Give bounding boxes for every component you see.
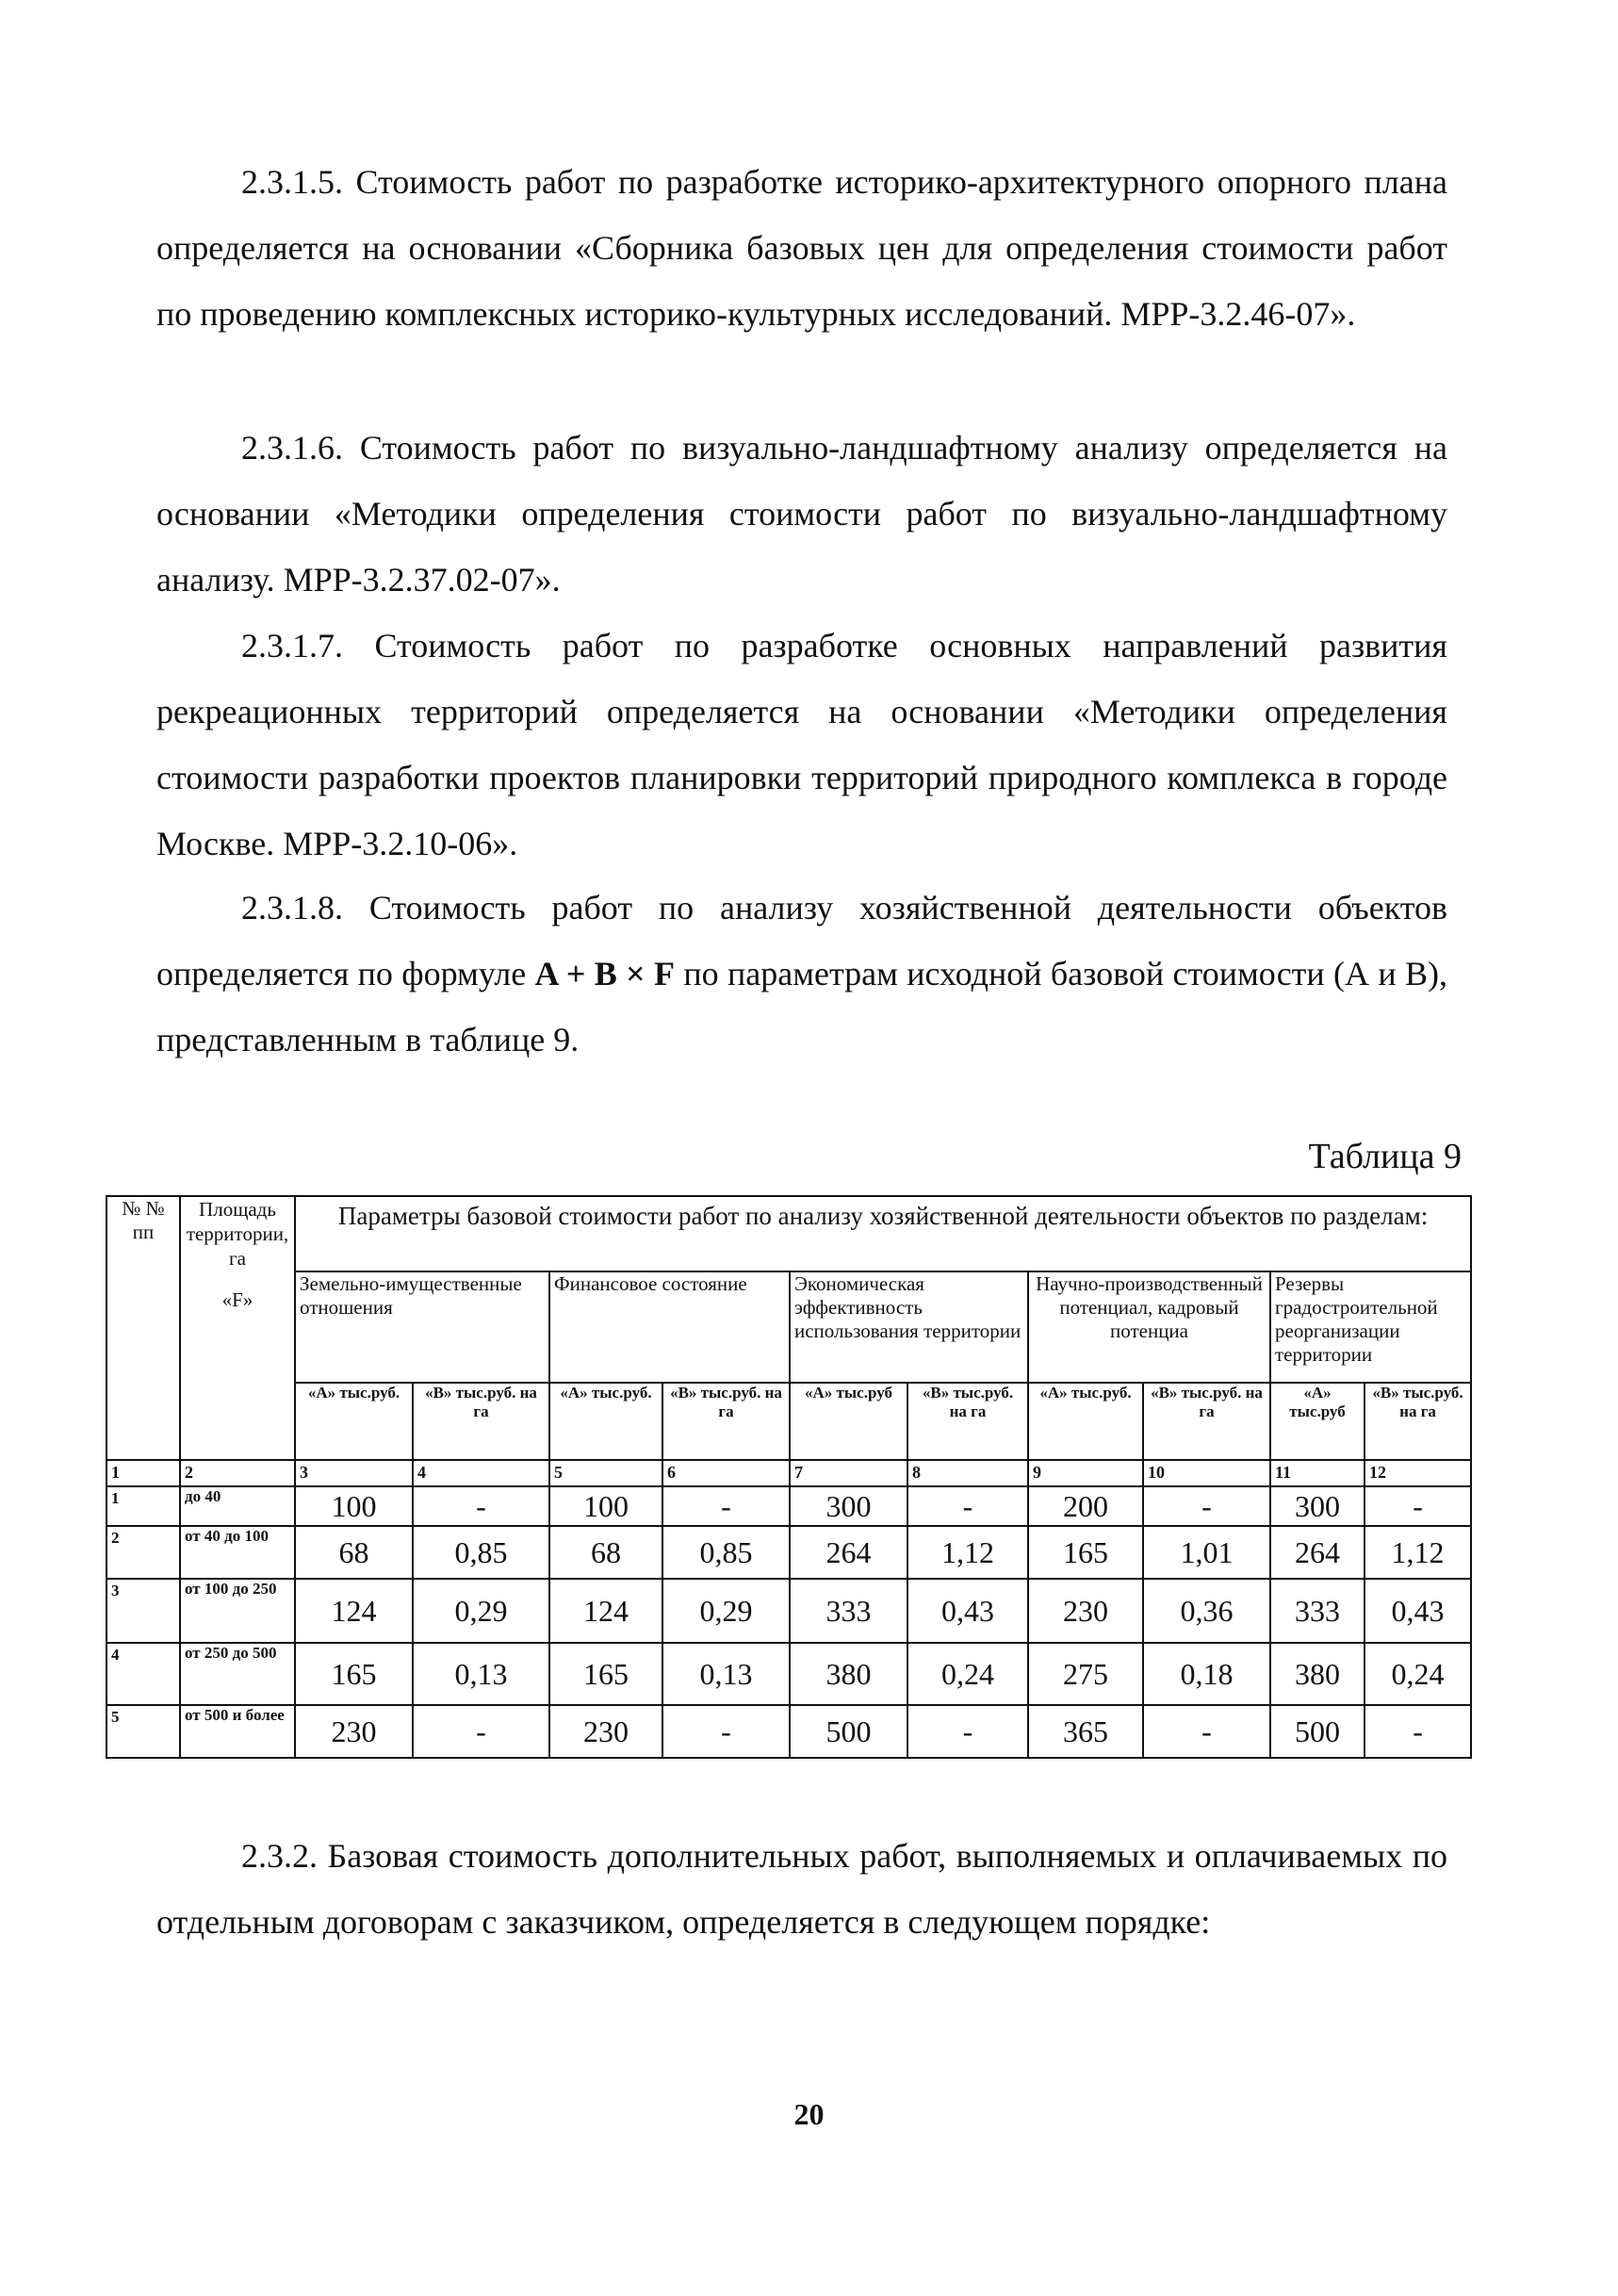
- value-cell: 230: [1028, 1579, 1143, 1643]
- formula: A + B × F: [534, 955, 676, 992]
- paragraph-2-3-1-6: 2.3.1.6. Стоимость работ по визуально-ландшафтному анализу определяется на основании «Методики определения стоимости работ по визуально-ландшафтному анализу. МРР-3.2.37.02-07».: [156, 429, 1447, 599]
- value-cell: 380: [1270, 1643, 1365, 1705]
- header-row-number: № № пп: [106, 1196, 180, 1460]
- value-cell: -: [413, 1486, 549, 1526]
- value-cell: -: [1143, 1705, 1270, 1758]
- value-cell: 1,12: [1365, 1526, 1471, 1579]
- paragraph-2-3-1-7: 2.3.1.7. Стоимость работ по разработке основных направлений развития рекреационных территорий определяется на основании «Методики определения стоимости разработки проектов планировки территорий природного комплекса в городе Москве. МРР-3.2.10-06».: [156, 627, 1447, 862]
- section-reserves: Резервы градостроительной реорганизации территории: [1270, 1271, 1471, 1383]
- column-number: 2: [180, 1460, 295, 1486]
- value-cell: 333: [790, 1579, 907, 1643]
- value-cell: 500: [790, 1705, 907, 1758]
- sub-b-3: «В» тыс.руб. на га: [907, 1383, 1028, 1460]
- paragraph-2-3-1-8: [156, 875, 1447, 1073]
- value-cell: 124: [295, 1579, 413, 1643]
- value-cell: 380: [790, 1643, 907, 1705]
- section-land: Земельно-имущественные отношения: [295, 1271, 549, 1383]
- row-number: 5: [106, 1705, 180, 1758]
- paragraph-2-3-1-5: 2.3.1.5. Стоимость работ по разработке историко-архитектурного опорного плана определяется на основании «Сборника базовых цен для определения стоимости работ по проведению комплексных историко-культурных исследований. МРР-3.2.46-07».: [156, 163, 1447, 333]
- table-row: [106, 1643, 1471, 1705]
- paragraph-2-3-2: 2.3.2. Базовая стоимость дополнительных работ, выполняемых и оплачиваемых по отдельным договорам с заказчиком, определяется в следующем порядке:: [156, 1837, 1447, 1941]
- table-row: [106, 1526, 1471, 1579]
- value-cell: -: [1143, 1486, 1270, 1526]
- table-row: [106, 1579, 1471, 1643]
- value-cell: 264: [1270, 1526, 1365, 1579]
- sub-a-2: «А» тыс.руб.: [549, 1383, 662, 1460]
- column-numbers-row: [106, 1460, 1471, 1486]
- value-cell: 300: [1270, 1486, 1365, 1526]
- row-number: 2: [106, 1526, 180, 1579]
- value-cell: 0,36: [1143, 1579, 1270, 1643]
- sub-a-4: «А» тыс.руб.: [1028, 1383, 1143, 1460]
- value-cell: 0,85: [662, 1526, 790, 1579]
- value-cell: 0,43: [907, 1579, 1028, 1643]
- table-row: [106, 1486, 1471, 1526]
- value-cell: -: [907, 1486, 1028, 1526]
- value-cell: 0,24: [907, 1643, 1028, 1705]
- column-number: 5: [549, 1460, 662, 1486]
- table-9: [106, 1195, 1472, 1759]
- sub-b-2: «В» тыс.руб. на га: [662, 1383, 790, 1460]
- section-scientific: Научно-производственный потенциал, кадровый потенциа: [1028, 1271, 1270, 1383]
- paragraph-2-3-1-8-text-start: 2.3.1.8. Стоимость работ по анализу хозяйственной деятельности объектов определяется по формуле: [156, 889, 1447, 992]
- value-cell: 0,29: [413, 1579, 549, 1643]
- column-number: 12: [1365, 1460, 1471, 1486]
- column-number: 10: [1143, 1460, 1270, 1486]
- value-cell: -: [907, 1705, 1028, 1758]
- value-cell: 0,18: [1143, 1643, 1270, 1705]
- value-cell: 1,12: [907, 1526, 1028, 1579]
- column-number: 6: [662, 1460, 790, 1486]
- row-area: от 500 и более: [180, 1705, 295, 1758]
- row-area: от 40 до 100: [180, 1526, 295, 1579]
- section-economic: Экономическая эффективность использования территории: [790, 1271, 1028, 1383]
- row-area: до 40: [180, 1486, 295, 1526]
- page-number: 20: [793, 2097, 825, 2131]
- value-cell: 275: [1028, 1643, 1143, 1705]
- value-cell: 200: [1028, 1486, 1143, 1526]
- value-cell: 124: [549, 1579, 662, 1643]
- value-cell: 0,43: [1365, 1579, 1471, 1643]
- table-caption: Таблица 9: [1308, 1137, 1462, 1176]
- sub-a-1: «А» тыс.руб.: [295, 1383, 413, 1460]
- value-cell: 165: [549, 1643, 662, 1705]
- value-cell: -: [1365, 1705, 1471, 1758]
- table-row: [106, 1705, 1471, 1758]
- row-number: 1: [106, 1486, 180, 1526]
- value-cell: 500: [1270, 1705, 1365, 1758]
- value-cell: 230: [549, 1705, 662, 1758]
- value-cell: -: [413, 1705, 549, 1758]
- column-number: 3: [295, 1460, 413, 1486]
- value-cell: 333: [1270, 1579, 1365, 1643]
- value-cell: 0,24: [1365, 1643, 1471, 1705]
- value-cell: 264: [790, 1526, 907, 1579]
- value-cell: 230: [295, 1705, 413, 1758]
- value-cell: 100: [295, 1486, 413, 1526]
- value-cell: -: [662, 1486, 790, 1526]
- section-finance: Финансовое состояние: [549, 1271, 790, 1383]
- sub-b-5: «В» тыс.руб. на га: [1365, 1383, 1471, 1460]
- sub-b-4: «В» тыс.руб. на га: [1143, 1383, 1270, 1460]
- header-parameters: Параметры базовой стоимости работ по анализу хозяйственной деятельности объектов по разделам:: [295, 1196, 1471, 1271]
- sub-b-1: «В» тыс.руб. на га: [413, 1383, 549, 1460]
- sub-a-5: «А» тыс.руб: [1270, 1383, 1365, 1460]
- row-area: от 250 до 500: [180, 1643, 295, 1705]
- value-cell: 300: [790, 1486, 907, 1526]
- value-cell: 1,01: [1143, 1526, 1270, 1579]
- value-cell: 100: [549, 1486, 662, 1526]
- column-number: 8: [907, 1460, 1028, 1486]
- value-cell: 0,13: [413, 1643, 549, 1705]
- row-number: 3: [106, 1579, 180, 1643]
- row-number: 4: [106, 1643, 180, 1705]
- paragraph-2-3-1-8-text-end: по параметрам исходной базовой стоимости (А и В), представленным в таблице 9.: [156, 955, 1448, 1058]
- header-area-label: Площадь территории, га: [186, 1198, 289, 1270]
- value-cell: 0,29: [662, 1579, 790, 1643]
- value-cell: -: [1365, 1486, 1471, 1526]
- value-cell: 0,13: [662, 1643, 790, 1705]
- header-area: [180, 1196, 295, 1460]
- column-number: 9: [1028, 1460, 1143, 1486]
- value-cell: 365: [1028, 1705, 1143, 1758]
- column-number: 7: [790, 1460, 907, 1486]
- value-cell: 68: [549, 1526, 662, 1579]
- value-cell: 165: [1028, 1526, 1143, 1579]
- row-area: от 100 до 250: [180, 1579, 295, 1643]
- value-cell: -: [662, 1705, 790, 1758]
- sub-a-3: «А» тыс.руб: [790, 1383, 907, 1460]
- value-cell: 68: [295, 1526, 413, 1579]
- header-area-f: «F»: [221, 1288, 253, 1311]
- column-number: 4: [413, 1460, 549, 1486]
- value-cell: 0,85: [413, 1526, 549, 1579]
- value-cell: 165: [295, 1643, 413, 1705]
- column-number: 1: [106, 1460, 180, 1486]
- column-number: 11: [1270, 1460, 1365, 1486]
